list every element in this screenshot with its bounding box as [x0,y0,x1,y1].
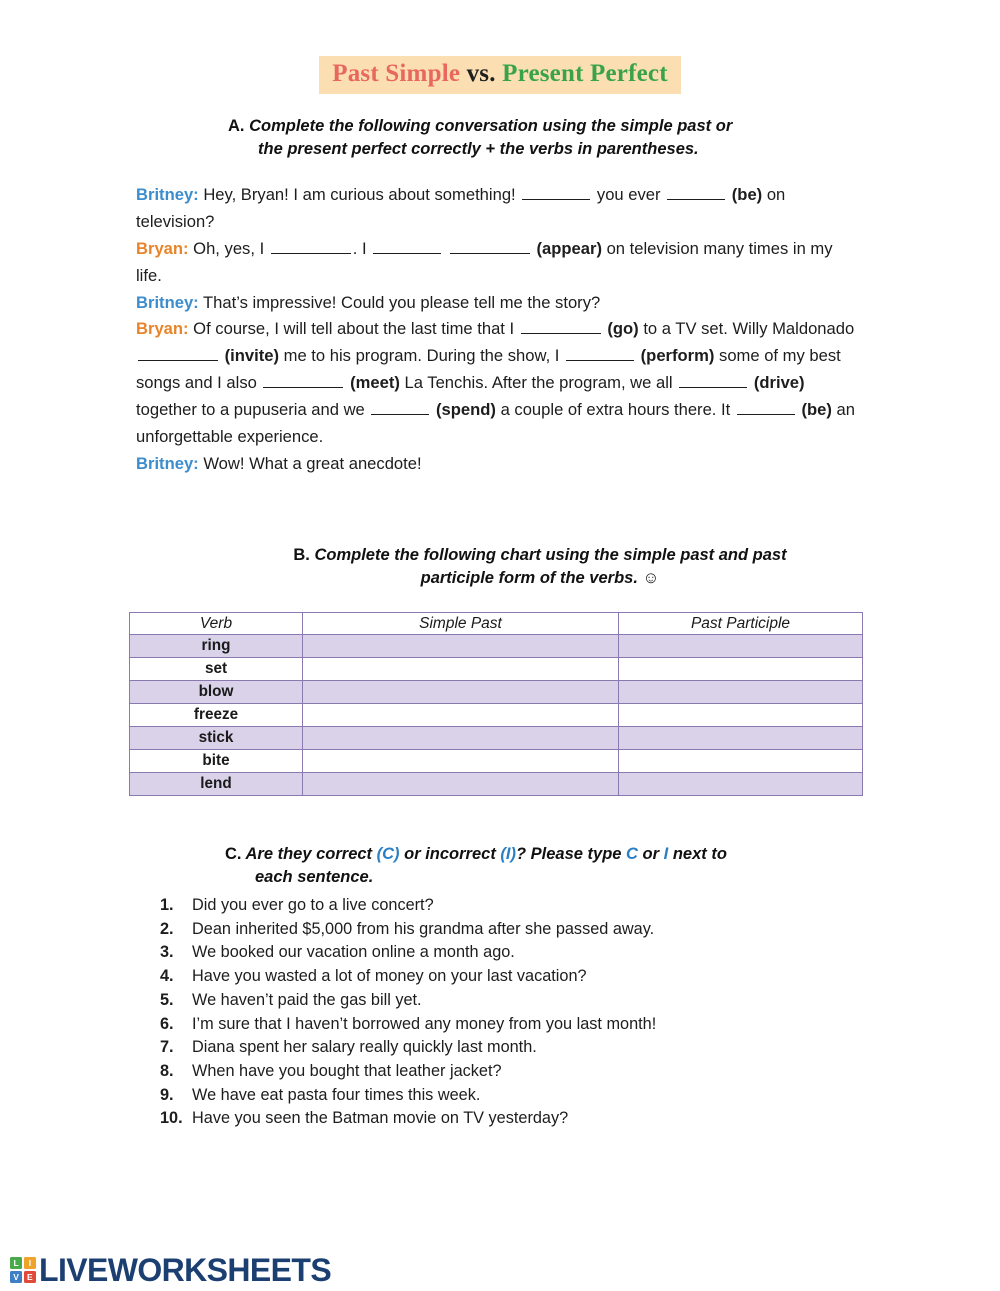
input-simple-past-ring[interactable] [303,635,619,658]
answer-blank-11[interactable] [371,398,429,415]
list-item [160,1084,860,1108]
sentence-text: Did you ever go to a live concert? [192,896,434,914]
verb-cue-appear: (appear) [536,238,602,258]
section-a-instruction-line2: the present perfect correctly + the verbs in parentheses. [258,140,699,159]
dialogue-4-text-d: some of my best songs and I also [136,346,841,393]
dialogue-4-text-g: a couple of extra hours there. It [495,400,735,419]
sentence-text: We have eat pasta four times this week. [192,1085,481,1104]
verb-cue-perform: (perform) [640,346,715,366]
sentence-text: We haven’t paid the gas bill yet. [192,990,422,1009]
answer-blank-1[interactable] [522,183,590,200]
section-c-text-d: or [637,845,664,863]
section-c-letter: C. [225,845,242,863]
dialogue-4-text-e: La Tenchis. After the program, we all [399,373,678,393]
dialogue-1-text-b: you ever [592,185,666,204]
worksheet-title-container [0,56,1000,94]
input-past-participle-bite[interactable] [619,750,863,773]
input-simple-past-freeze[interactable] [303,704,619,727]
dialogue-block [136,182,862,478]
dialogue-line-4 [136,316,862,450]
dialogue-3-text: That’s impressive! Could you please tell me the story? [198,292,601,312]
sentence-text: Diana spent her salary really quickly last month. [192,1038,537,1057]
answer-blank-6[interactable] [521,318,601,335]
sentence-number: 3. [160,943,174,962]
verb-cue-invite: (invite) [224,346,280,366]
section-c-mark-correct: (C) [376,845,400,863]
speaker-britney-2: Britney: [136,292,199,312]
worksheet-title [319,56,681,94]
column-header-simple-past: Simple Past [303,613,619,635]
input-past-participle-blow[interactable] [619,681,863,704]
list-item [160,894,860,918]
sentence-number: 9. [160,1085,174,1104]
answer-blank-5[interactable] [450,237,530,254]
sentence-number: 6. [160,1014,174,1033]
liveworksheets-wordmark: LIVEWORKSHEETS [39,1252,332,1288]
dialogue-line-2 [136,236,862,290]
section-c-letter-i: I [663,845,669,863]
verb-cue-spend: (spend) [436,400,496,419]
speaker-britney-3: Britney: [136,453,199,473]
logo-cell-l: L [10,1257,22,1269]
list-item [160,1013,860,1037]
logo-cell-e: E [24,1271,36,1283]
section-b-letter: B. [293,546,310,564]
section-c-text-e: next to [668,845,727,863]
answer-blank-10[interactable] [679,371,747,388]
sentence-number: 4. [160,967,174,986]
dialogue-5-text: Wow! What a great anecdote! [198,453,422,473]
dialogue-2-text-c: on television many times in my life. [136,238,833,285]
logo-cell-v: V [10,1271,22,1283]
dialogue-1-text-c: on television? [136,185,786,231]
input-simple-past-bite[interactable] [303,750,619,773]
verb-label-lend: lend [130,773,303,796]
dialogue-2-text-a: Oh, yes, I [188,238,269,258]
input-simple-past-set[interactable] [303,658,619,681]
sentence-number: 7. [160,1038,174,1057]
sentence-number: 8. [160,1061,174,1080]
sentence-text: When have you bought that leather jacket? [192,1061,502,1080]
verb-label-blow: blow [130,681,303,704]
answer-blank-12[interactable] [737,398,795,415]
dialogue-4-text-a: Of course, I will tell about the last time that I [188,319,519,339]
liveworksheets-grid-icon [10,1257,36,1283]
sentence-text: Have you wasted a lot of money on your last vacation? [192,967,587,986]
list-item [160,918,860,942]
sentence-text: Have you seen the Batman movie on TV yesterday? [192,1109,569,1128]
list-item [160,1107,860,1131]
input-past-participle-ring[interactable] [619,635,863,658]
table-row [130,750,863,773]
sentence-text: We booked our vacation online a month ago. [192,943,515,962]
dialogue-line-3 [136,290,862,317]
logo-cell-i: I [24,1257,36,1269]
answer-blank-4[interactable] [373,237,441,254]
table-row [130,635,863,658]
verb-forms-table [129,612,863,796]
dialogue-1-text-a: Hey, Bryan! I am curious about something! [198,185,521,204]
table-row [130,727,863,750]
sentence-number: 2. [160,919,174,938]
verb-label-freeze: freeze [130,704,303,727]
sentence-list [160,894,860,1131]
sentence-number: 10. [160,1109,183,1128]
section-c-text-b: or incorrect [399,845,501,863]
answer-blank-7[interactable] [138,344,218,361]
list-item [160,941,860,965]
list-item [160,989,860,1013]
verb-label-bite: bite [130,750,303,773]
speaker-britney-1: Britney: [136,185,199,204]
section-a-heading [228,115,868,162]
input-simple-past-lend[interactable] [303,773,619,796]
verb-cue-be-1: (be) [731,185,763,204]
title-part-present-perfect: Present Perfect [502,60,668,87]
section-a-instruction-line1: Complete the following conversation using the simple past or [249,117,733,135]
input-past-participle-stick[interactable] [619,727,863,750]
table-row [130,773,863,796]
section-c-instruction-line2: each sentence. [255,868,374,887]
dialogue-4-text-f: together to a pupuseria and we [136,400,370,419]
verb-cue-be-2: (be) [801,400,832,419]
dialogue-4-text-c: me to his program. During the show, I [279,346,565,366]
input-simple-past-stick[interactable] [303,727,619,750]
dialogue-line-5 [136,451,862,478]
answer-blank-3[interactable] [271,237,351,254]
section-b-instruction-line2: participle form of the verbs. ☺ [420,569,660,588]
list-item [160,965,860,989]
verb-label-stick: stick [130,727,303,750]
liveworksheets-logo[interactable] [10,1254,331,1286]
verb-label-set: set [130,658,303,681]
title-part-vs: vs. [460,60,503,87]
dialogue-4-text-h: an unforgettable experience. [136,400,855,446]
verb-label-ring: ring [130,635,303,658]
dialogue-4-text-b: to a TV set. Willy Maldonado [638,319,855,339]
speaker-bryan-2: Bryan: [136,319,189,339]
section-c-text-c: ? Please type [515,845,627,863]
verb-cue-meet: (meet) [350,373,400,393]
speaker-bryan-1: Bryan: [136,238,189,258]
table-row [130,704,863,727]
list-item [160,1036,860,1060]
column-header-past-participle: Past Participle [619,613,863,635]
dialogue-2-text-b: . I [352,238,372,258]
input-simple-past-blow[interactable] [303,681,619,704]
section-c-letter-c: C [626,845,638,863]
dialogue-line-1 [136,182,862,236]
input-past-participle-freeze[interactable] [619,704,863,727]
section-b-instruction-line1: Complete the following chart using the simple past and past [314,546,787,564]
sentence-text: I’m sure that I haven’t borrowed any money from you last month! [192,1014,657,1033]
table-row [130,681,863,704]
input-past-participle-lend[interactable] [619,773,863,796]
sentence-number: 1. [160,896,174,914]
verb-cue-drive: (drive) [753,373,805,393]
section-a-letter: A. [228,117,245,135]
list-item [160,1060,860,1084]
answer-blank-2[interactable] [667,183,725,200]
title-part-past-simple: Past Simple [332,60,461,87]
table-row [130,658,863,681]
input-past-participle-set[interactable] [619,658,863,681]
column-header-verb: Verb [130,613,303,635]
section-b-heading [210,544,870,591]
sentence-number: 5. [160,990,174,1009]
sentence-text: Dean inherited $5,000 from his grandma after she passed away. [192,919,655,938]
section-c-text-a: Are they correct [245,845,377,863]
table-header-row [130,613,863,635]
section-c-mark-incorrect: (I) [500,845,516,863]
section-c-heading [225,843,865,890]
answer-blank-8[interactable] [566,344,634,361]
answer-blank-9[interactable] [263,371,343,388]
verb-cue-go: (go) [607,319,639,339]
